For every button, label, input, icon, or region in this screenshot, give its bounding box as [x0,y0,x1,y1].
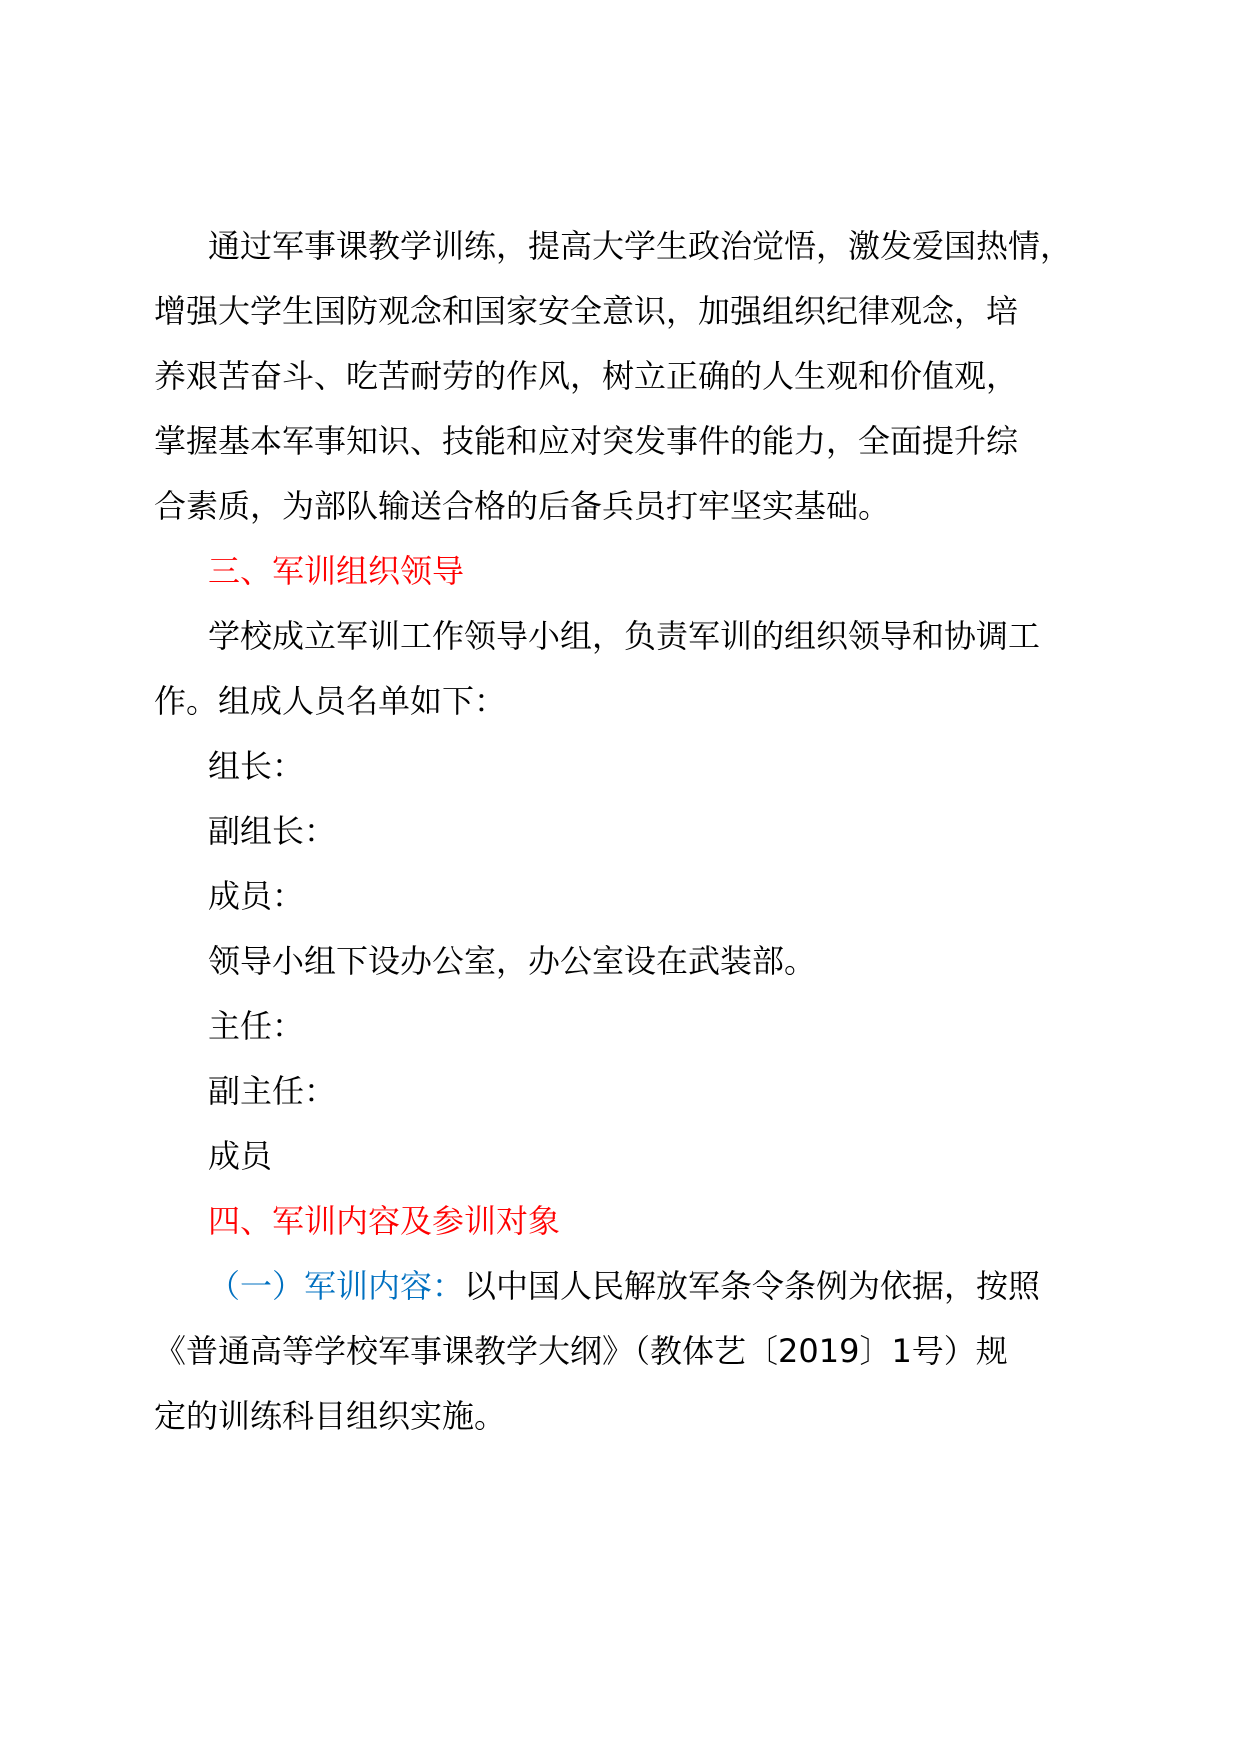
document-page [154,214,1094,1449]
text-line: 学校成立军训工作领导小组，负责军训的组织领导和协调工 [208,617,1041,655]
paragraph-training-content [154,1254,1094,1449]
director-line: 主任： [208,1007,305,1045]
text-line: 增强大学生国防观念和国家安全意识，加强组织纪律观念，培 [154,292,1019,330]
paragraph-leadership-group [154,604,1094,734]
text-line [154,1254,1094,1319]
paragraph-training-goals [154,214,1094,539]
vice-director-line: 副主任： [208,1072,337,1110]
section-heading-organization: 三、军训组织领导 [208,552,465,590]
text-line: 养艰苦奋斗、吃苦耐劳的作风，树立正确的人生观和价值观， [154,357,1019,395]
section-heading-content: 四、军训内容及参训对象 [208,1202,561,1240]
vice-leader-line: 副组长： [208,812,337,850]
text-line: 通过军事课教学训练，提高大学生政治觉悟，激发爱国热情， [208,227,1073,265]
text-line: 掌握基本军事知识、技能和应对突发事件的能力，全面提升综 [154,422,1019,460]
text-line: 合素质，为部队输送合格的后备兵员打牢坚实基础。 [154,487,891,525]
office-members-line: 成员 [208,1137,273,1175]
leader-line: 组长： [208,747,305,785]
members-line: 成员： [208,877,305,915]
text-line: 作。组成人员名单如下： [154,682,507,720]
subheading-text: 以中国人民解放军条令条例为依据，按照 [464,1267,1041,1305]
subheading-label: （一）军训内容： [208,1267,465,1305]
office-line: 领导小组下设办公室，办公室设在武装部。 [208,942,817,980]
text-line: 定的训练科目组织实施。 [154,1397,507,1435]
text-line: 《普通高等学校军事课教学大纲》（教体艺〔2019〕1号）规 [154,1332,1008,1370]
